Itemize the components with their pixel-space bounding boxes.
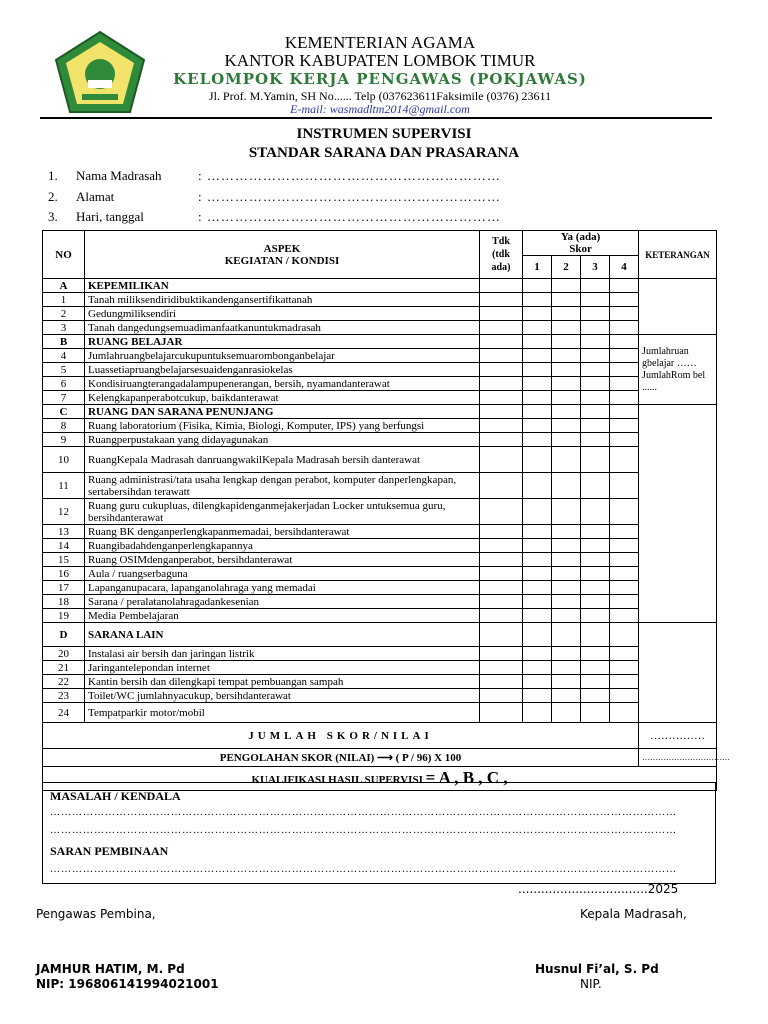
score-cell-2[interactable] — [552, 647, 581, 661]
row-number: A — [43, 279, 85, 293]
score-3: 3 — [581, 256, 610, 279]
keterangan-cell[interactable] — [639, 623, 717, 723]
score-cell-3[interactable] — [581, 609, 610, 623]
row-number: 5 — [43, 363, 85, 377]
score-cell-3[interactable] — [581, 567, 610, 581]
score-cell-4[interactable] — [610, 307, 639, 321]
tdk-cell[interactable] — [480, 499, 523, 525]
score-cell-4[interactable] — [610, 473, 639, 499]
score-cell-2[interactable] — [552, 335, 581, 349]
score-cell-1[interactable] — [523, 675, 552, 689]
tdk-cell[interactable] — [480, 363, 523, 377]
score-cell-3[interactable] — [581, 703, 610, 723]
score-cell-4[interactable] — [610, 647, 639, 661]
score-cell-1[interactable] — [523, 321, 552, 335]
tdk-cell[interactable] — [480, 473, 523, 499]
score-cell-2[interactable] — [552, 661, 581, 675]
col-aspek: ASPEK KEGIATAN / KONDISI — [85, 231, 480, 279]
section-row — [43, 623, 717, 647]
tdk-cell[interactable] — [480, 391, 523, 405]
table-row — [43, 473, 717, 499]
table-row — [43, 675, 717, 689]
score-cell-4[interactable] — [610, 623, 639, 647]
row-number: 8 — [43, 419, 85, 433]
score-2: 2 — [552, 256, 581, 279]
tdk-cell[interactable] — [480, 703, 523, 723]
score-cell-4[interactable] — [610, 661, 639, 675]
email-line: E-mail: wasmadltm2014@gmail.com — [290, 102, 470, 116]
score-cell-1[interactable] — [523, 419, 552, 433]
score-cell-3[interactable] — [581, 405, 610, 419]
score-cell-1[interactable] — [523, 581, 552, 595]
table-row — [43, 567, 717, 581]
score-cell-2[interactable] — [552, 539, 581, 553]
score-cell-4[interactable] — [610, 553, 639, 567]
score-cell-4[interactable] — [610, 581, 639, 595]
aspect-text: RuangKepala Madrasah danruangwakilKepala Madrasah bersih danterawat — [85, 447, 480, 473]
section-title: KEPEMILIKAN — [85, 279, 480, 293]
score-cell-2[interactable] — [552, 405, 581, 419]
table-row — [43, 363, 717, 377]
supervision-table — [42, 230, 731, 791]
tdk-cell[interactable] — [480, 433, 523, 447]
left-role: Pengawas Pembina, — [36, 907, 156, 921]
row-number: 1 — [43, 293, 85, 307]
score-cell-4[interactable] — [610, 377, 639, 391]
info-row-date: 3. Hari, tanggal : ……………………………………………………… — [48, 209, 501, 224]
table-row — [43, 553, 717, 567]
score-cell-4[interactable] — [610, 675, 639, 689]
score-cell-1[interactable] — [523, 661, 552, 675]
score-cell-3[interactable] — [581, 349, 610, 363]
score-cell-1[interactable] — [523, 447, 552, 473]
aspect-text: Ruang BK denganperlengkapanmemadai, bersihdanterawat — [85, 525, 480, 539]
tdk-cell[interactable] — [480, 377, 523, 391]
tdk-cell[interactable] — [480, 689, 523, 703]
row-number: 14 — [43, 539, 85, 553]
tdk-cell[interactable] — [480, 595, 523, 609]
score-cell-4[interactable] — [610, 499, 639, 525]
score-cell-2[interactable] — [552, 689, 581, 703]
score-cell-4[interactable] — [610, 293, 639, 307]
score-cell-3[interactable] — [581, 447, 610, 473]
score-cell-4[interactable] — [610, 595, 639, 609]
keterangan-cell[interactable] — [639, 405, 717, 623]
score-cell-3[interactable] — [581, 419, 610, 433]
tdk-cell[interactable] — [480, 307, 523, 321]
score-cell-1[interactable] — [523, 595, 552, 609]
score-cell-4[interactable] — [610, 447, 639, 473]
row-number: 2 — [43, 307, 85, 321]
aspect-text: Tempatparkir motor/mobil — [85, 703, 480, 723]
jumlah-skor-label: JUMLAH SKOR/NILAI — [43, 723, 639, 749]
table-row — [43, 661, 717, 675]
score-cell-3[interactable] — [581, 335, 610, 349]
score-cell-4[interactable] — [610, 703, 639, 723]
row-number: 13 — [43, 525, 85, 539]
table-row — [43, 581, 717, 595]
score-cell-1[interactable] — [523, 553, 552, 567]
header-divider — [40, 117, 712, 119]
score-cell-2[interactable] — [552, 473, 581, 499]
row-number: 11 — [43, 473, 85, 499]
aspect-text: Media Pembelajaran — [85, 609, 480, 623]
col-ya: Ya (ada) Skor — [523, 231, 639, 256]
kemenag-logo-icon — [52, 30, 148, 116]
row-number: D — [43, 623, 85, 647]
score-4: 4 — [610, 256, 639, 279]
score-cell-1[interactable] — [523, 279, 552, 293]
pengolahan-skor: PENGOLAHAN SKOR (NILAI) ⟶ ( P / 96) X 100 — [43, 749, 639, 767]
tdk-cell[interactable] — [480, 567, 523, 581]
col-tdk: Tdk (tdk ada) — [480, 231, 523, 279]
row-number: 18 — [43, 595, 85, 609]
aspect-text: Lapanganupacara, lapanganolahraga yang memadai — [85, 581, 480, 595]
score-cell-2[interactable] — [552, 307, 581, 321]
score-cell-3[interactable] — [581, 499, 610, 525]
tdk-cell[interactable] — [480, 321, 523, 335]
score-cell-3[interactable] — [581, 539, 610, 553]
aspect-text: Ruang guru cukupluas, dilengkapidenganmejakerjadan Locker untuksemua guru, bersihdanterawat — [85, 499, 480, 525]
row-number: 4 — [43, 349, 85, 363]
nama-madrasah-field[interactable]: : ……………………………………………………… — [198, 168, 501, 183]
right-role: Kepala Madrasah, — [580, 907, 687, 921]
score-cell-1[interactable] — [523, 307, 552, 321]
aspect-text: Ruang OSIMdenganperabot, bersihdanterawat — [85, 553, 480, 567]
score-cell-3[interactable] — [581, 553, 610, 567]
score-cell-1[interactable] — [523, 623, 552, 647]
aspect-text: Tanah dangedungsemuadimanfaatkanuntukmadrasah — [85, 321, 480, 335]
score-cell-4[interactable] — [610, 349, 639, 363]
aspect-text: Ruang laboratorium (Fisika, Kimia, Biologi, Komputer, IPS) yang berfungsi — [85, 419, 480, 433]
score-cell-2[interactable] — [552, 525, 581, 539]
office-name: KANTOR KABUPATEN LOMBOK TIMUR — [224, 51, 536, 70]
score-cell-4[interactable] — [610, 335, 639, 349]
table-row — [43, 539, 717, 553]
tdk-cell[interactable] — [480, 335, 523, 349]
aspect-text: Aula / ruangserbaguna — [85, 567, 480, 581]
table-row — [43, 433, 717, 447]
table-row — [43, 647, 717, 661]
score-cell-1[interactable] — [523, 647, 552, 661]
kualifikasi-label: KUALIFIKASI HASIL SUPERVISI — [251, 773, 423, 786]
aspect-text: Jumlahruangbelajarcukupuntuksemuarombonganbelajar — [85, 349, 480, 363]
left-name: JAMHUR HATIM, M. Pd — [36, 962, 185, 976]
aspect-text: Kantin bersih dan dilengkapi tempat pembuangan sampah — [85, 675, 480, 689]
jumlah-skor-value[interactable]: …………… — [639, 723, 717, 749]
score-cell-4[interactable] — [610, 609, 639, 623]
aspect-text: Toilet/WC jumlahnyacukup, bersihdanterawat — [85, 689, 480, 703]
table-row — [43, 525, 717, 539]
score-cell-4[interactable] — [610, 525, 639, 539]
score-cell-1[interactable] — [523, 499, 552, 525]
row-number: 15 — [43, 553, 85, 567]
section-row — [43, 335, 717, 349]
score-cell-2[interactable] — [552, 279, 581, 293]
row-number: B — [43, 335, 85, 349]
row-number: 7 — [43, 391, 85, 405]
hari-tanggal-field[interactable]: : ……………………………………………………… — [198, 209, 501, 224]
score-cell-3[interactable] — [581, 377, 610, 391]
aspect-text: Kondisiruangterangadalampupenerangan, bersih, nyamandanterawat — [85, 377, 480, 391]
score-cell-1[interactable] — [523, 567, 552, 581]
tdk-cell[interactable] — [480, 661, 523, 675]
table-row — [43, 419, 717, 433]
tdk-cell[interactable] — [480, 623, 523, 647]
table-row — [43, 391, 717, 405]
row-number: 12 — [43, 499, 85, 525]
right-name: Husnul Fi’al, S. Pd — [535, 962, 659, 976]
score-cell-2[interactable] — [552, 321, 581, 335]
section-title: SARANA LAIN — [85, 623, 480, 647]
right-nip: NIP. — [580, 977, 602, 991]
score-cell-3[interactable] — [581, 623, 610, 647]
tdk-cell[interactable] — [480, 581, 523, 595]
tdk-cell[interactable] — [480, 525, 523, 539]
tdk-cell[interactable] — [480, 539, 523, 553]
score-cell-1[interactable] — [523, 539, 552, 553]
score-cell-1[interactable] — [523, 609, 552, 623]
section-row — [43, 279, 717, 293]
tdk-cell[interactable] — [480, 293, 523, 307]
group-name: KELOMPOK KERJA PENGAWAS (POKJAWAS) — [173, 70, 587, 88]
score-cell-4[interactable] — [610, 363, 639, 377]
score-cell-2[interactable] — [552, 377, 581, 391]
section-row — [43, 405, 717, 419]
score-cell-2[interactable] — [552, 553, 581, 567]
table-row — [43, 349, 717, 363]
score-cell-3[interactable] — [581, 675, 610, 689]
tdk-cell[interactable] — [480, 349, 523, 363]
aspect-text: Kelengkapanperabotcukup, baikdanterawat — [85, 391, 480, 405]
aspect-text: Tanah miliksendiridibuktikandengansertifikattanah — [85, 293, 480, 307]
tdk-cell[interactable] — [480, 609, 523, 623]
saran-line-1[interactable]: ……………………………………………………………………………………………………………………………………………………… — [50, 864, 677, 875]
score-cell-2[interactable] — [552, 703, 581, 723]
tdk-cell[interactable] — [480, 405, 523, 419]
tdk-cell[interactable] — [480, 279, 523, 293]
tdk-cell[interactable] — [480, 675, 523, 689]
score-cell-1[interactable] — [523, 377, 552, 391]
row-number: 10 — [43, 447, 85, 473]
score-cell-1[interactable] — [523, 363, 552, 377]
aspect-text: Luassetiapruangbelajarsesuaidenganrasiokelas — [85, 363, 480, 377]
row-number: 24 — [43, 703, 85, 723]
score-cell-3[interactable] — [581, 595, 610, 609]
row-number: 22 — [43, 675, 85, 689]
ministry-name: KEMENTERIAN AGAMA — [284, 33, 476, 52]
tdk-cell[interactable] — [480, 447, 523, 473]
score-cell-1[interactable] — [523, 473, 552, 499]
masalah-line-1[interactable]: ……………………………………………………………………………………………………………………………………………………… — [50, 807, 677, 818]
doc-subtitle: STANDAR SARANA DAN PRASARANA — [248, 145, 520, 161]
score-cell-2[interactable] — [552, 609, 581, 623]
saran-label: SARAN PEMBINAAN — [50, 844, 169, 858]
score-cell-4[interactable] — [610, 433, 639, 447]
score-cell-1[interactable] — [523, 293, 552, 307]
table-row — [43, 377, 717, 391]
score-cell-3[interactable] — [581, 581, 610, 595]
score-cell-4[interactable] — [610, 567, 639, 581]
aspect-text: Sarana / peralatanolahragadankesenian — [85, 595, 480, 609]
aspect-text: Ruang administrasi/tata usaha lengkap dengan perabot, komputer danperlengkapan, sertabersihdan terawatt — [85, 473, 480, 499]
score-cell-3[interactable] — [581, 307, 610, 321]
table-row — [43, 499, 717, 525]
info-row-address: 2. Alamat : ……………………………………………………… — [48, 189, 501, 204]
info-row-name: 1. Nama Madrasah : ……………………………………………………… — [48, 168, 501, 183]
row-number: 6 — [43, 377, 85, 391]
table-row — [43, 703, 717, 723]
score-cell-4[interactable] — [610, 539, 639, 553]
table-row — [43, 609, 717, 623]
score-cell-1[interactable] — [523, 391, 552, 405]
keterangan-cell[interactable]: Jumlahruan gbelajar …… JumlahRom bel ...... — [639, 335, 717, 405]
masalah-label: MASALAH / KENDALA — [50, 789, 181, 803]
score-cell-1[interactable] — [523, 405, 552, 419]
score-cell-3[interactable] — [581, 363, 610, 377]
row-number: 16 — [43, 567, 85, 581]
col-keterangan: KETERANGAN — [639, 231, 717, 279]
address-line: Jl. Prof. M.Yamin, SH No...... Telp (037623611Faksimile (0376) 23611 — [208, 89, 552, 103]
table-row — [43, 447, 717, 473]
score-cell-1[interactable] — [523, 349, 552, 363]
row-number: 17 — [43, 581, 85, 595]
row-number: C — [43, 405, 85, 419]
score-cell-2[interactable] — [552, 433, 581, 447]
score-cell-1[interactable] — [523, 703, 552, 723]
score-cell-3[interactable] — [581, 293, 610, 307]
keterangan-cell[interactable] — [639, 279, 717, 335]
score-cell-3[interactable] — [581, 473, 610, 499]
score-cell-2[interactable] — [552, 419, 581, 433]
pengolahan-value[interactable]: …………………………… — [639, 749, 717, 767]
alamat-field[interactable]: : ……………………………………………………… — [198, 189, 501, 204]
row-number: 3 — [43, 321, 85, 335]
col-no: NO — [43, 231, 85, 279]
score-cell-1[interactable] — [523, 335, 552, 349]
tdk-cell[interactable] — [480, 419, 523, 433]
score-cell-3[interactable] — [581, 433, 610, 447]
row-number: 9 — [43, 433, 85, 447]
score-cell-4[interactable] — [610, 419, 639, 433]
score-1: 1 — [523, 256, 552, 279]
masalah-line-2[interactable]: ……………………………………………………………………………………………………………………………………………………… — [50, 825, 677, 836]
score-cell-3[interactable] — [581, 647, 610, 661]
score-cell-3[interactable] — [581, 525, 610, 539]
score-cell-2[interactable] — [552, 623, 581, 647]
section-title: RUANG DAN SARANA PENUNJANG — [85, 405, 480, 419]
score-cell-2[interactable] — [552, 349, 581, 363]
row-number: 21 — [43, 661, 85, 675]
section-title: RUANG BELAJAR — [85, 335, 480, 349]
table-row — [43, 321, 717, 335]
score-cell-3[interactable] — [581, 321, 610, 335]
score-cell-2[interactable] — [552, 567, 581, 581]
score-cell-1[interactable] — [523, 525, 552, 539]
score-cell-3[interactable] — [581, 391, 610, 405]
score-cell-2[interactable] — [552, 447, 581, 473]
score-cell-2[interactable] — [552, 581, 581, 595]
score-cell-3[interactable] — [581, 279, 610, 293]
score-cell-2[interactable] — [552, 595, 581, 609]
score-cell-3[interactable] — [581, 689, 610, 703]
kualifikasi-value: = A , B , C , — [425, 767, 508, 787]
tdk-cell[interactable] — [480, 553, 523, 567]
row-number: 20 — [43, 647, 85, 661]
table-body — [43, 279, 717, 723]
score-cell-1[interactable] — [523, 433, 552, 447]
tdk-cell[interactable] — [480, 647, 523, 661]
score-cell-4[interactable] — [610, 689, 639, 703]
score-cell-2[interactable] — [552, 391, 581, 405]
score-cell-1[interactable] — [523, 689, 552, 703]
table-row — [43, 307, 717, 321]
score-cell-4[interactable] — [610, 405, 639, 419]
left-nip: NIP: 196806141994021001 — [36, 977, 219, 991]
aspect-text: Gedungmiliksendiri — [85, 307, 480, 321]
score-cell-3[interactable] — [581, 661, 610, 675]
doc-title: INSTRUMEN SUPERVISI — [296, 126, 472, 142]
aspect-text: Jaringantelepondan internet — [85, 661, 480, 675]
aspect-text: Instalasi air bersih dan jaringan listrik — [85, 647, 480, 661]
score-cell-4[interactable] — [610, 391, 639, 405]
table-row — [43, 595, 717, 609]
score-cell-4[interactable] — [610, 279, 639, 293]
score-cell-2[interactable] — [552, 363, 581, 377]
score-cell-2[interactable] — [552, 293, 581, 307]
score-cell-2[interactable] — [552, 675, 581, 689]
score-cell-4[interactable] — [610, 321, 639, 335]
table-row — [43, 293, 717, 307]
aspect-text: Ruangibadahdenganperlengkapannya — [85, 539, 480, 553]
row-number: 23 — [43, 689, 85, 703]
score-cell-2[interactable] — [552, 499, 581, 525]
aspect-text: Ruangperpustakaan yang didayagunakan — [85, 433, 480, 447]
table-row — [43, 689, 717, 703]
row-number: 19 — [43, 609, 85, 623]
sign-date: ..................................2025 — [518, 882, 679, 896]
